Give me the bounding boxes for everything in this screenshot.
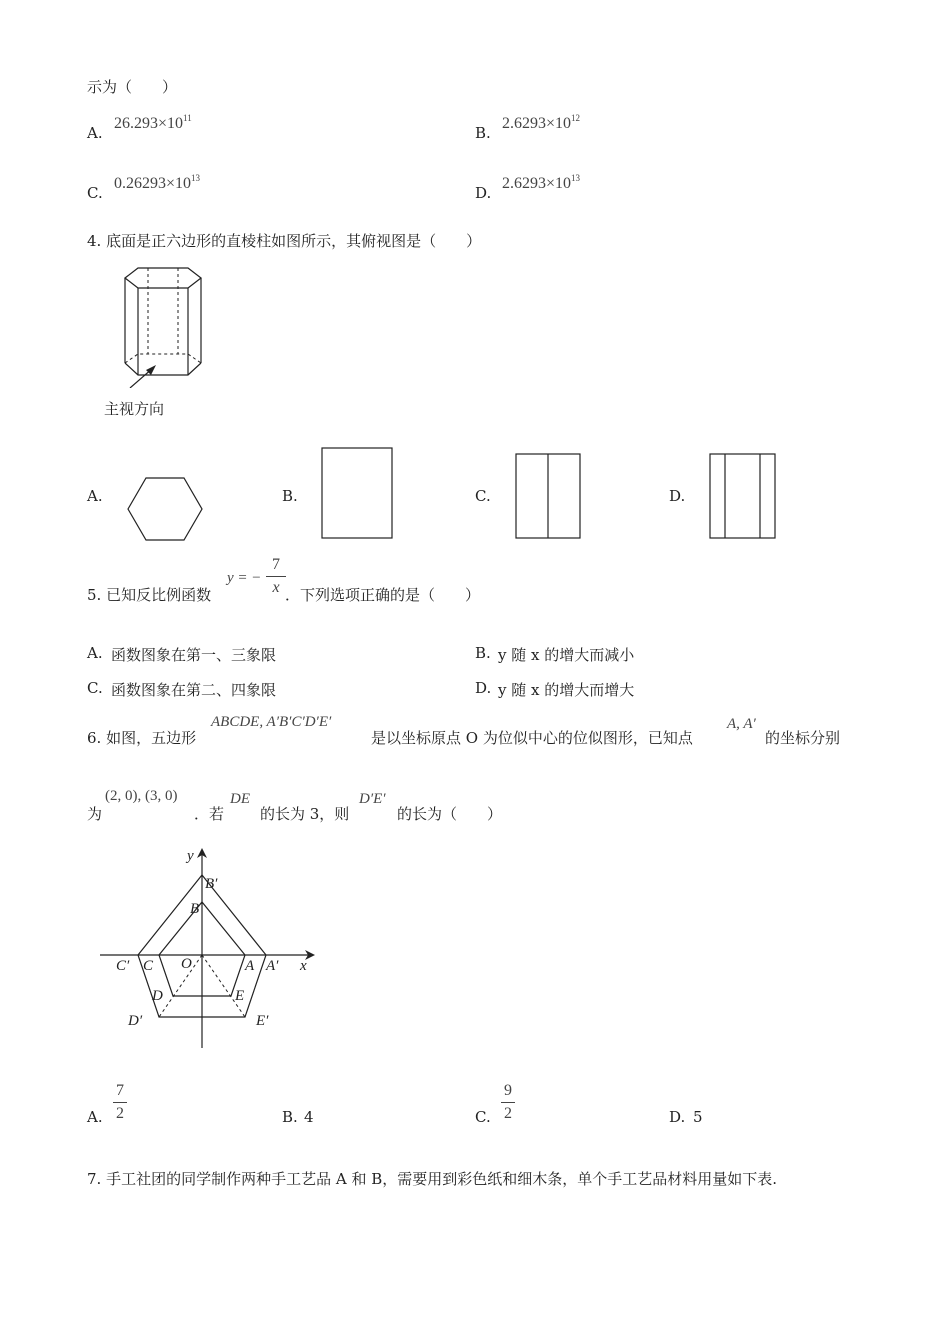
q4-option-a-label: A. [87, 487, 103, 505]
q6-option-c-label: C. [475, 1108, 491, 1126]
q5-function-lhs: y = − [227, 570, 262, 586]
homothety-coordinate-figure [95, 842, 325, 1052]
q7-stem: 7. 手工社团的同学制作两种手工艺品 A 和 B，需要用到彩色纸和细木条，单个手工艺品材料用量如下表. [87, 1170, 778, 1188]
label-c-prime: C′ [116, 958, 130, 974]
label-o: O [181, 956, 192, 972]
q5-option-b-text: y 随 x 的增大而减小 [498, 646, 635, 664]
q6-line1-end: 的坐标分别 [765, 729, 841, 747]
q4-option-c-label: C. [475, 487, 491, 505]
q6-segment-d2e2: D′E′ [359, 791, 386, 807]
label-c: C [143, 958, 154, 974]
q6-option-a-label: A. [87, 1108, 103, 1126]
label-a-prime: A′ [266, 958, 279, 974]
q5-option-a-text: 函数图象在第一、三象限 [111, 646, 277, 664]
option-c-two-panel-shape [515, 453, 582, 540]
q3-option-b-label: B. [475, 124, 491, 142]
q6-line2-middle2: 的长为 3，则 [260, 805, 350, 823]
q5-option-b-label: B. [475, 644, 491, 662]
q5-stem-end: ．下列选项正确的是（ ） [285, 586, 481, 604]
q5-option-c-label: C. [87, 679, 103, 697]
label-e-prime: E′ [256, 1013, 269, 1029]
q5-stem-start: 5. 已知反比例函数 [87, 586, 212, 604]
q6-line2-middle: ．若 [194, 805, 225, 823]
q4-stem: 4. 底面是正六边形的直棱柱如图所示，其俯视图是（ ） [87, 232, 482, 250]
label-d: D [152, 988, 163, 1004]
q5-option-d-text: y 随 x 的增大而增大 [498, 681, 635, 699]
q6-option-b-label: B. [282, 1108, 298, 1126]
q6-line2-start: 为 [87, 805, 103, 823]
label-d-prime: D′ [128, 1013, 143, 1029]
q6-option-b-value: 4 [304, 1108, 314, 1126]
q3-option-a-value: $26.293\times 10^{11}$ [114, 113, 192, 132]
q6-option-d-label: D. [669, 1108, 686, 1126]
label-y: y [187, 848, 194, 864]
option-b-rectangle-shape [321, 447, 394, 540]
q6-line1-middle: 是以坐标原点 O 为位似中心的位似图形，已知点 [371, 729, 693, 747]
q6-option-a-fraction: $\frac{7}{2}$ [113, 1082, 127, 1122]
option-a-hexagon-shape [126, 476, 204, 542]
q3-option-a-label: A. [87, 124, 103, 142]
label-x: x [300, 958, 307, 974]
label-e: E [235, 988, 245, 1004]
q6-point-names: A, A′ [727, 716, 756, 732]
label-b-prime: B′ [205, 876, 218, 892]
label-b: B [190, 901, 200, 917]
q3-option-d-value: $2.6293\times 10^{13}$ [502, 173, 581, 192]
label-a: A [245, 958, 255, 974]
q3-option-d-label: D. [475, 184, 492, 202]
q3-option-c-value: $0.26293\times 10^{13}$ [114, 173, 201, 192]
front-view-direction-caption: 主视方向 [104, 400, 165, 418]
q6-line2-end: 的长为（ ） [397, 805, 503, 823]
q5-option-a-label: A. [87, 644, 103, 662]
q4-option-b-label: B. [282, 487, 298, 505]
q4-option-d-label: D. [669, 487, 686, 505]
q3-option-b-value: $2.6293\times 10^{12}$ [502, 113, 581, 132]
option-d-three-panel-shape [709, 453, 777, 540]
q6-coordinates: (2, 0), (3, 0) [105, 788, 178, 804]
q5-function-fraction: $\frac{7}{x}$ [266, 556, 286, 596]
q6-line1-start: 6. 如图，五边形 [87, 729, 197, 747]
q6-pentagon-names: ABCDE, A′B′C′D′E′ [211, 714, 332, 730]
q6-option-c-fraction: $\frac{9}{2}$ [501, 1082, 515, 1122]
q3-option-c-label: C. [87, 184, 103, 202]
q5-option-d-label: D. [475, 679, 492, 697]
q3-stem-tail: 示为（ ） [87, 78, 178, 96]
q6-segment-de: DE [230, 791, 250, 807]
q6-option-d-value: 5 [693, 1108, 703, 1126]
q5-option-c-text: 函数图象在第二、四象限 [111, 681, 277, 699]
hexagonal-prism-figure [100, 258, 220, 388]
